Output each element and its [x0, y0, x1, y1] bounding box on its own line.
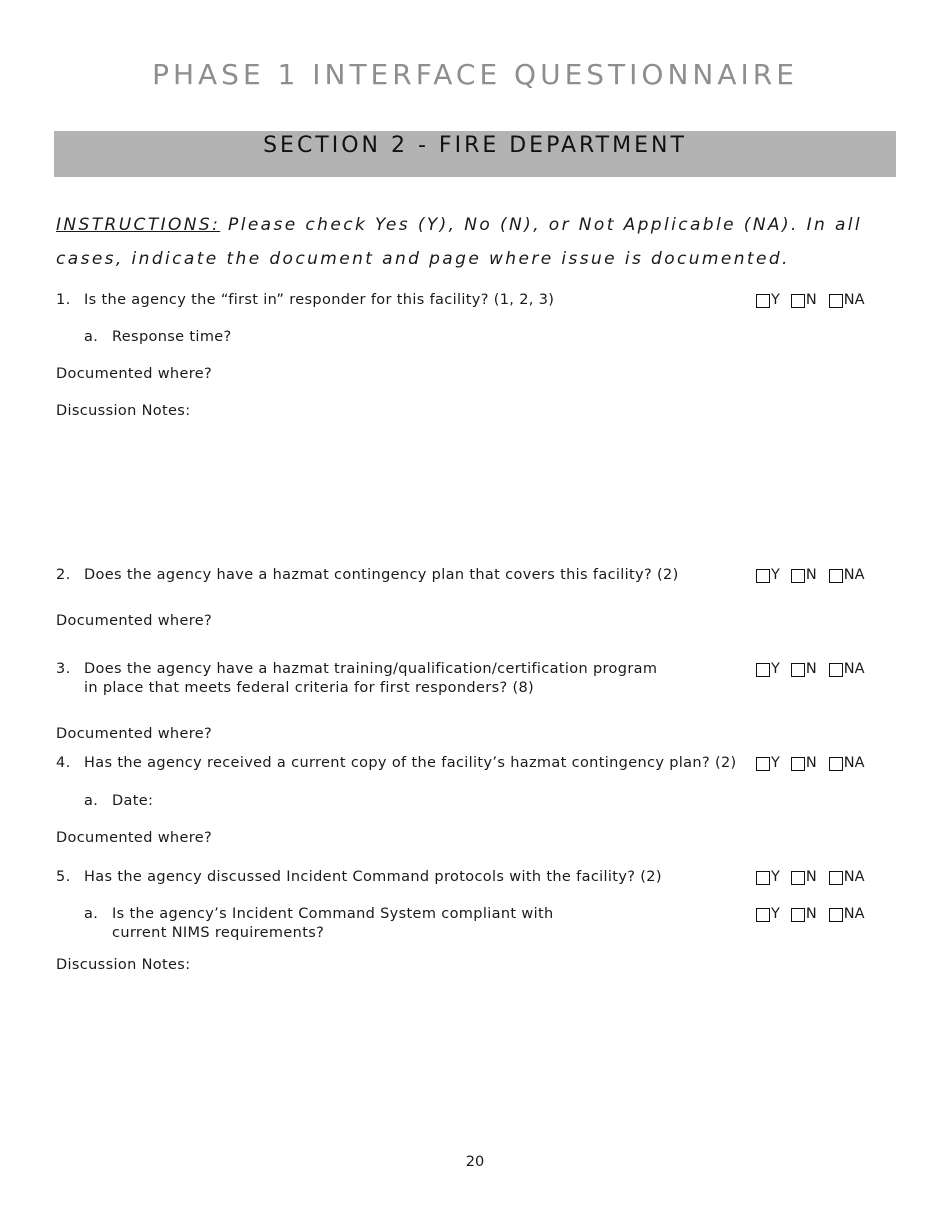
answer-checkboxes-q5a [756, 905, 865, 928]
checkbox-box-icon[interactable] [756, 569, 770, 583]
checkbox-label: Y [771, 661, 780, 677]
checkbox-box-icon[interactable] [756, 908, 770, 922]
checkbox-box-icon[interactable] [756, 663, 770, 677]
checkbox-label: NA [843, 755, 865, 771]
checkbox-label: Y [771, 567, 780, 583]
instructions-lead: INSTRUCTIONS: [56, 215, 221, 235]
page-number: 20 [465, 1154, 485, 1170]
checkbox-box-icon[interactable] [791, 569, 805, 583]
question-number: 1. [56, 292, 71, 308]
checkbox-box-icon[interactable] [756, 294, 770, 308]
checkbox-yes[interactable] [756, 868, 780, 887]
question-number: 4. [56, 755, 71, 771]
subquestion-letter: a. [84, 329, 99, 345]
subquestion-text-line-1: Is the agency’s Incident Command System compliant with [112, 906, 554, 922]
question-text-line-2: in place that meets federal criteria for first responders? (8) [84, 680, 535, 696]
checkbox-box-icon[interactable] [791, 908, 805, 922]
checkbox-label: N [805, 755, 817, 771]
checkbox-label: NA [843, 567, 865, 583]
answer-checkboxes-q1 [756, 291, 865, 314]
answer-checkboxes-q5 [756, 868, 865, 891]
checkbox-na[interactable] [829, 868, 865, 887]
discussion-notes-label: Discussion Notes: [56, 957, 191, 973]
subquestion-5a [84, 905, 554, 943]
checkbox-na[interactable] [829, 905, 865, 924]
checkbox-no[interactable] [791, 754, 817, 773]
question-1 [56, 291, 554, 310]
checkbox-label: Y [771, 906, 780, 922]
checkbox-box-icon[interactable] [791, 294, 805, 308]
checkbox-na[interactable] [829, 754, 865, 773]
question-text: Has the agency received a current copy of the facility’s hazmat contingency plan? (2) [84, 755, 737, 771]
question-number: 2. [56, 567, 71, 583]
checkbox-label: Y [771, 755, 780, 771]
documented-where-label: Documented where? [56, 830, 213, 846]
subquestion-letter: a. [84, 906, 99, 922]
documented-where-label: Documented where? [56, 613, 213, 629]
checkbox-no[interactable] [791, 905, 817, 924]
question-2 [56, 566, 679, 585]
checkbox-box-icon[interactable] [829, 871, 843, 885]
checkbox-label: NA [843, 906, 865, 922]
answer-checkboxes-q4 [756, 754, 865, 777]
answer-checkboxes-q2 [756, 566, 865, 589]
subquestion-4a [84, 792, 153, 811]
section-title: SECTION 2 - FIRE DEPARTMENT [263, 133, 687, 158]
checkbox-box-icon[interactable] [829, 757, 843, 771]
question-text: Has the agency discussed Incident Command protocols with the facility? (2) [84, 869, 662, 885]
discussion-notes-label: Discussion Notes: [56, 403, 191, 419]
documented-where-label: Documented where? [56, 366, 213, 382]
checkbox-box-icon[interactable] [829, 663, 843, 677]
checkbox-label: N [805, 869, 817, 885]
question-5 [56, 868, 662, 887]
checkbox-yes[interactable] [756, 566, 780, 585]
checkbox-no[interactable] [791, 660, 817, 679]
checkbox-box-icon[interactable] [791, 663, 805, 677]
checkbox-no[interactable] [791, 566, 817, 585]
checkbox-label: NA [843, 292, 865, 308]
checkbox-label: N [805, 292, 817, 308]
checkbox-box-icon[interactable] [756, 757, 770, 771]
checkbox-yes[interactable] [756, 660, 780, 679]
document-title: PHASE 1 INTERFACE QUESTIONNAIRE [152, 58, 798, 91]
checkbox-label: N [805, 906, 817, 922]
checkbox-label: NA [843, 661, 865, 677]
question-text: Does the agency have a hazmat contingency plan that covers this facility? (2) [84, 567, 679, 583]
subquestion-text: Response time? [112, 329, 232, 345]
instructions-text: Please check Yes (Y), No (N), or Not Applicable (NA). In all cases, indicate the document and page where issue is documented. [56, 215, 863, 269]
question-3 [56, 660, 657, 698]
checkbox-yes[interactable] [756, 754, 780, 773]
question-4 [56, 754, 737, 773]
checkbox-na[interactable] [829, 566, 865, 585]
subquestion-letter: a. [84, 793, 99, 809]
checkbox-label: N [805, 661, 817, 677]
checkbox-na[interactable] [829, 291, 865, 310]
checkbox-box-icon[interactable] [829, 569, 843, 583]
question-text-line-1: Does the agency have a hazmat training/qualification/certification program [84, 661, 658, 677]
checkbox-box-icon[interactable] [791, 757, 805, 771]
question-text: Is the agency the “first in” responder for this facility? (1, 2, 3) [84, 292, 555, 308]
checkbox-box-icon[interactable] [829, 294, 843, 308]
checkbox-box-icon[interactable] [791, 871, 805, 885]
checkbox-box-icon[interactable] [829, 908, 843, 922]
subquestion-text: Date: [112, 793, 154, 809]
checkbox-label: Y [771, 869, 780, 885]
checkbox-box-icon[interactable] [756, 871, 770, 885]
instructions [56, 208, 886, 276]
checkbox-no[interactable] [791, 291, 817, 310]
question-number: 3. [56, 661, 71, 677]
checkbox-label: NA [843, 869, 865, 885]
documented-where-label: Documented where? [56, 726, 213, 742]
checkbox-yes[interactable] [756, 291, 780, 310]
checkbox-label: N [805, 567, 817, 583]
checkbox-no[interactable] [791, 868, 817, 887]
subquestion-text-line-2: current NIMS requirements? [112, 925, 325, 941]
checkbox-na[interactable] [829, 660, 865, 679]
question-number: 5. [56, 869, 71, 885]
checkbox-label: Y [771, 292, 780, 308]
checkbox-yes[interactable] [756, 905, 780, 924]
subquestion-1a [84, 328, 232, 347]
answer-checkboxes-q3 [756, 660, 865, 683]
